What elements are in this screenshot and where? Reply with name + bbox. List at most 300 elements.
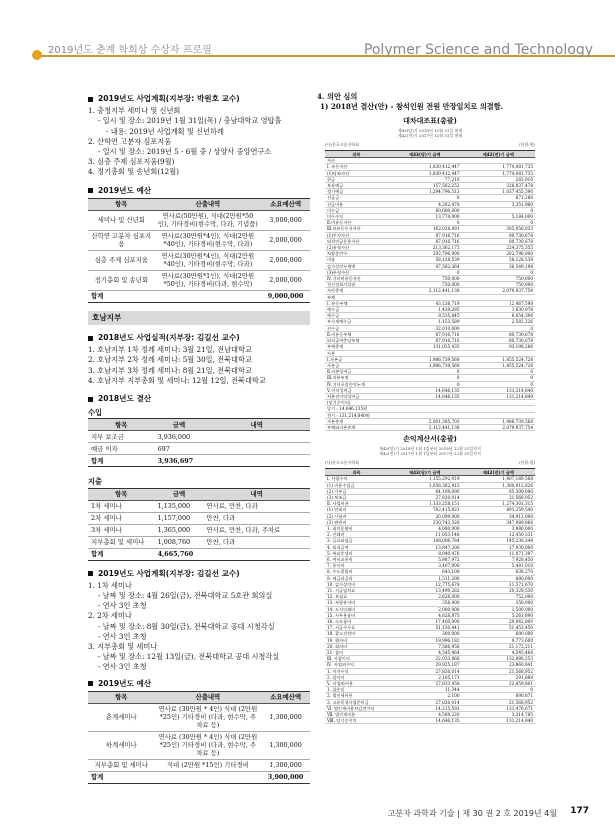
- balance-table: [325, 150, 535, 431]
- cell-current: 213,362,175: [388, 245, 462, 251]
- cell-current: 1,439,285: [388, 307, 462, 313]
- cell-previous: 1,855,524,728: [462, 356, 536, 362]
- cell-previous: 890,871: [462, 693, 536, 699]
- cell-account: Ⅳ.기타포괄손익누계: [325, 381, 388, 387]
- cell-previous: 11,571,670: [462, 581, 536, 587]
- bullet-square-icon: [88, 188, 93, 193]
- cell-account: 자산: [325, 158, 388, 164]
- cell-previous: 1,774,081,735: [462, 170, 536, 176]
- cell-previous: 3,986,000: [462, 525, 536, 531]
- income-table: [88, 418, 310, 467]
- cell-current: 358,000: [388, 600, 462, 606]
- cell-previous: 0: [462, 220, 536, 226]
- cell-current: 3,407,000: [388, 563, 462, 569]
- cell-amount: 1,300,000: [261, 731, 310, 759]
- cell-current: 47,562,364: [388, 263, 462, 269]
- cell-previous: 132,888,253: [462, 656, 536, 662]
- cell-account: Ⅵ. 법인세비용차감전이익: [325, 705, 388, 711]
- cell-previous: 5,261,890: [462, 612, 536, 618]
- bullet-square-icon: [88, 681, 93, 686]
- list-item: - 날짜 및 장소: 8월 30일(금), 전북대학교 공대 시청각실: [98, 621, 275, 631]
- cell-previous: 131,476,671: [462, 705, 536, 711]
- cell-current: 11,053,148: [388, 532, 462, 538]
- cell-account: (1)투자자산: [325, 232, 388, 238]
- col-header: 과목: [325, 151, 388, 158]
- col-header: 항목: [88, 488, 155, 500]
- cell-account: Ⅰ. 유동자산: [325, 164, 388, 170]
- cell-detail: 만찬, 다과: [203, 512, 310, 524]
- cell-account: 20. 회의비: [325, 643, 388, 649]
- cell-account: 선수금: [325, 325, 388, 331]
- cell-account: 자본금: [325, 362, 388, 368]
- cell-item: 2차 세미나: [88, 512, 155, 524]
- cell-amount: 697: [155, 443, 204, 455]
- cell-current: 4,000,000: [388, 525, 462, 531]
- cell-account: 3. 고유목적사업준비금: [325, 699, 388, 705]
- cell-account: (3) 판관비: [325, 519, 388, 525]
- cell-previous: 5,481,010: [462, 563, 536, 569]
- cell-detail: 연사료 (30만원 * 4인) 식대 (2만원 *25인) 기타경비 (다과, 현수막, 주차료 등): [155, 703, 262, 731]
- list-item: 1. 1차 세미나: [88, 580, 132, 590]
- cell-previous: 85,309,090: [462, 488, 536, 494]
- cell-previous: 358,000: [462, 600, 536, 606]
- cell-account: 1. 잡손실: [325, 687, 388, 693]
- list-item: 3. 지부총회 및 세미나: [88, 642, 158, 652]
- cell-detail: 연사료, 만찬, 다과: [203, 500, 310, 512]
- cell-total-label: 합계: [88, 290, 155, 302]
- cell-previous: 0: [462, 207, 536, 213]
- cell-account: 10. 감가상각비: [325, 581, 388, 587]
- cell-account: (2)유형자산: [325, 245, 388, 251]
- cell-previous: 20,942,800: [462, 619, 536, 625]
- header-dot-icon: [32, 50, 42, 60]
- cell-account: Ⅳ. 사업외수익: [325, 662, 388, 668]
- cell-previous: 0: [462, 325, 536, 331]
- cell-previous: 1,037,455,390: [462, 189, 536, 195]
- cell-account: 4. 퇴직급여: [325, 544, 388, 550]
- cell-current: 2,105,173: [388, 674, 462, 680]
- cell-current: 2,112,441,138: [388, 288, 462, 294]
- table-row: [88, 443, 310, 455]
- cell-account: Ⅰ. 유동부채: [325, 300, 388, 306]
- cell-account: 2. 잡이익: [325, 674, 388, 680]
- cell-account: 미수수익: [325, 214, 388, 220]
- cell-previous: 0: [462, 269, 536, 275]
- col-header: 산출내역: [155, 691, 262, 703]
- cell-current: 4,262,470: [388, 201, 462, 207]
- cell-current: 32,010,000: [388, 325, 462, 331]
- section-plan-2019: 2019년도 사업계획(지부장: 박원호 교수): [88, 94, 310, 104]
- cell-previous: 131,214,840: [462, 718, 536, 724]
- cell-item: 하계세미나: [88, 731, 155, 759]
- cell-current: 87,916,716: [388, 331, 462, 337]
- cell-item: 예금 이자: [88, 443, 155, 455]
- journal-info: 고분자 과학과 기술 | 제 30 권 2 호 2019년 4월: [387, 809, 557, 818]
- cell-current: 12,775,678: [388, 581, 462, 587]
- cell-current: 162,028,891: [388, 226, 462, 232]
- cell-current: 1,155,292,019: [388, 476, 462, 482]
- total-row: [88, 548, 310, 560]
- cell-account: 현금: [325, 176, 388, 182]
- header-right-title: Polymer Science and Technology: [363, 42, 593, 58]
- cell-item: 심층 주제 심포지움: [88, 250, 155, 270]
- cell-current: 4,569,220: [388, 712, 462, 718]
- cell-current: 1,830,412,447: [388, 164, 462, 170]
- col-header: 항목: [88, 691, 155, 703]
- table-row: [325, 718, 535, 724]
- cell-previous: 1,407,189,568: [462, 476, 536, 482]
- cell-account: (1) 비용수입금: [325, 482, 388, 488]
- cell-item: 산학연 고분자 심포지움: [88, 230, 155, 250]
- cell-account: 당기 : 14,646,135원: [325, 406, 388, 412]
- list-item: 2. 산학연 고분자 심포지움: [88, 136, 172, 146]
- list-item: 2. 호남지부 2차 정례 세미나: 5월 30일, 전북대학교: [88, 355, 252, 365]
- col-header: 과목: [325, 469, 388, 476]
- cell-current: 157,562,252: [388, 183, 462, 189]
- cell-previous: 891,259,540: [462, 507, 536, 513]
- cell-account: Ⅲ.비유동투자자산: [325, 226, 388, 232]
- bullet-square-icon: [88, 97, 93, 102]
- cell-previous: 6,054,394: [462, 313, 536, 319]
- cell-current: 7,586,958: [388, 643, 462, 649]
- cell-previous: 1,774,081,735: [462, 164, 536, 170]
- cell-current: 148,006,784: [388, 538, 462, 544]
- cell-previous: 7,928,450: [462, 556, 536, 562]
- cell-amount: 1,135,000: [155, 500, 204, 512]
- cell-account: 2. 인쇄비: [325, 532, 388, 538]
- cell-detail: 연사료(30만원*4인), 식대(2만원*40인), 기타경비(현수막, 다과): [155, 250, 262, 270]
- cell-previous: 12,450,331: [462, 532, 536, 538]
- cell-account: 16. 소모품비: [325, 619, 388, 625]
- cell-amount: 3,936,000: [155, 431, 204, 443]
- page-header: [0, 0, 615, 80]
- cell-previous: 21,568,952: [462, 494, 536, 500]
- agenda-title: 4. 의안 심의: [317, 92, 358, 101]
- budget-2019b-table: [88, 691, 310, 784]
- bullet-square-icon: [88, 397, 93, 402]
- col-header: 제43(당)기 금액: [388, 151, 462, 158]
- cell-current: 2,100: [388, 693, 462, 699]
- cell-previous: 11,071,397: [462, 550, 536, 556]
- cell-current: 17,400,000: [388, 619, 462, 625]
- table-row: [88, 512, 310, 524]
- col-header: 항목: [88, 419, 155, 431]
- cell-previous: 671,280: [462, 195, 536, 201]
- col-header: 항목: [88, 198, 155, 210]
- cell-previous: 22,459,801: [462, 681, 536, 687]
- cell-current: 13,847,200: [388, 544, 462, 550]
- cell-previous: 20,329,530: [462, 588, 536, 594]
- cell-previous: 21,568,952: [462, 668, 536, 674]
- table-row: [325, 424, 535, 430]
- report-2018-list: [88, 345, 310, 386]
- cell-current: 2,001,385,703: [388, 418, 462, 424]
- cell-total: 9,000,000: [261, 290, 310, 302]
- cell-previous: 0: [462, 369, 536, 375]
- list-item: - 연사 3인 초청: [98, 601, 147, 611]
- income-statement-table: [325, 468, 535, 724]
- cell-account: 21. 잡비: [325, 650, 388, 656]
- cell-current: 1,294,796,513: [388, 189, 462, 195]
- cell-account: Ⅴ. 사업외비용: [325, 681, 388, 687]
- cell-account: 8. 수도광열비: [325, 569, 388, 575]
- cell-account: (2) 시험비: [325, 513, 388, 519]
- cell-account: 3. 급료와임금: [325, 538, 388, 544]
- balance-sheet-period-prev: 제42(전)기 2017년 12월 31일 현재: [397, 133, 463, 138]
- balance-sheet-period: 제43(당)기 2018년 12월 31일 현재: [397, 128, 463, 133]
- cell-current: 0: [388, 220, 462, 226]
- table-row: [88, 536, 310, 548]
- col-header: 금액: [155, 488, 204, 500]
- unit-label: (단위:원): [518, 142, 535, 147]
- cell-account: 11. 지급임차료: [325, 588, 388, 594]
- cell-current: 330,743,328: [388, 519, 462, 525]
- col-header: 제42(전)기 금액: [462, 151, 536, 158]
- cell-previous: 291,889: [462, 674, 536, 680]
- cell-account: Ⅰ.자본금: [325, 356, 388, 362]
- cell-previous: 750,000: [462, 276, 536, 282]
- cell-account: Ⅲ.자본조정: [325, 375, 388, 381]
- table-row: [88, 500, 310, 512]
- cell-current: 51,130,441: [388, 625, 462, 631]
- cell-previous: 750,000: [462, 282, 536, 288]
- cell-account: 18. 광고선전비: [325, 631, 388, 637]
- cell-account: Ⅱ.비유동부채: [325, 331, 388, 337]
- cell-previous: 1,300,912,826: [462, 482, 536, 488]
- cell-account: Ⅶ. 법인세비용: [325, 712, 388, 718]
- cell-detail: 연사료(30만원*4인), 식대(2만원*40인), 기타경비(현수막, 다과): [155, 230, 262, 250]
- cell-account: 부가세예수금: [325, 319, 388, 325]
- cell-account: (1) 연회비: [325, 507, 388, 513]
- cell-item: 3차 세미나: [88, 524, 155, 536]
- cell-previous: 1,855,524,728: [462, 362, 536, 368]
- cell-previous: 131,214,840: [462, 387, 536, 393]
- income-label: 수입: [88, 408, 102, 418]
- cell-current: 0: [388, 381, 462, 387]
- cell-current: 8,535,845: [388, 313, 462, 319]
- section-plan-2019b: 2019년도 사업계획(지부장: 김길선 교수): [88, 569, 310, 579]
- cell-current: 19,996,182: [388, 637, 462, 643]
- cell-account: Ⅷ. 당기순이익: [325, 718, 388, 724]
- cell-amount: 3,000,000: [261, 210, 310, 230]
- col-header: 제43(당)기 금액: [388, 469, 462, 476]
- cell-previous: 0: [462, 381, 536, 387]
- cell-account: 9. 세금과공과: [325, 575, 388, 581]
- cell-previous: 0: [462, 375, 536, 381]
- bullet-square-icon: [88, 571, 93, 576]
- cell-account: Ⅱ.비유동자산: [325, 220, 388, 226]
- cell-empty: [203, 548, 310, 560]
- cell-current: 87,916,716: [388, 232, 462, 238]
- table-row: [88, 431, 310, 443]
- cell-account: (3)무형자산: [325, 269, 388, 275]
- section-budget-2019b: 2019년도 예산: [88, 679, 310, 689]
- cell-current: 87,916,716: [388, 238, 462, 244]
- cell-detail: 만찬, 다과: [203, 536, 310, 548]
- cell-account: 정기예금: [325, 189, 388, 195]
- cell-current: 58,128,539: [388, 257, 462, 263]
- cell-item: 세미나 및 신년회: [88, 210, 155, 230]
- cell-previous: 145,230,344: [462, 538, 536, 544]
- list-item: 1. 호남지부 1차 정례 세미나: 3월 21일, 전남대학교: [88, 345, 252, 355]
- cell-previous: 21,172,211: [462, 643, 536, 649]
- income-statement-period: 제43(당)기 2018년 1월 1일부터 2018년 12월 31일까지: [379, 446, 481, 452]
- cell-current: 87,916,716: [388, 338, 462, 344]
- cell-previous: 36,549,198: [462, 263, 536, 269]
- list-item: - 일시 및 장소: 2019년 5 - 6월 중 / 상양사 중앙연구소: [98, 147, 272, 157]
- cell-current: 14,646,135: [388, 393, 462, 399]
- budget-2019-table: [88, 198, 310, 303]
- total-row: [88, 455, 310, 467]
- cell-current: 60,000,000: [388, 207, 462, 213]
- cell-item: 지부총회 및 세미나: [88, 759, 155, 771]
- cell-previous: 2,079,937,754: [462, 288, 536, 294]
- cell-current: 4,545,464: [388, 650, 462, 656]
- cell-empty: [203, 455, 310, 467]
- plan-2019-list: [88, 106, 310, 177]
- cell-current: 0: [388, 375, 462, 381]
- section-settle-2018: 2018년도 결산: [88, 394, 310, 404]
- cell-current: 1,133,258,151: [388, 501, 462, 507]
- list-item: 1. 충청지부 세미나 및 신년회: [88, 106, 181, 116]
- cell-current: 1,058,362,915: [388, 482, 462, 488]
- income-statement-title: 손익계산서(총괄): [403, 435, 457, 444]
- cell-total: 3,900,000: [261, 771, 310, 783]
- cell-account: Ⅱ. 사업비용: [325, 501, 388, 507]
- cell-amount: 1,365,000: [155, 524, 204, 536]
- cell-amount: 1,157,000: [155, 512, 204, 524]
- col-header: 소요예산액: [261, 198, 310, 210]
- cell-total: 3,936,697: [155, 455, 204, 467]
- cell-previous: 34,912,000: [462, 513, 536, 519]
- cell-account: 2. 법인세비용: [325, 693, 388, 699]
- cell-current: 8,940,476: [388, 550, 462, 556]
- cell-account: 14. 도서인쇄비: [325, 606, 388, 612]
- table-row: [88, 270, 310, 290]
- cell-previous: 17,930,000: [462, 544, 536, 550]
- cell-detail: 연사료(30만원*1인), 식대(2만원*50인), 기타경비(다과, 현수막): [155, 270, 262, 290]
- unit-label: (단위:원): [518, 460, 535, 466]
- cell-item: 1차 세미나: [88, 500, 155, 512]
- cell-account: 19. 행사비: [325, 637, 388, 643]
- cell-current: 27,820,014: [388, 699, 462, 705]
- cell-amount: 1,008,760: [155, 536, 204, 548]
- cell-previous: 5,184,000: [462, 214, 536, 220]
- cell-previous: 93,198,286: [462, 344, 536, 350]
- cell-previous: 4,545,464: [462, 650, 536, 656]
- cell-current: 2,112,441,138: [388, 424, 462, 430]
- cell-account: 보통예금: [325, 183, 388, 189]
- cell-current: 27,820,014: [388, 494, 462, 500]
- cell-account: 자본: [325, 350, 388, 356]
- cell-account: 전신전화가입권: [325, 282, 388, 288]
- cell-previous: 1,274,301,315: [462, 501, 536, 507]
- cell-detail: 연사료(50만원), 식대(2만원*50인), 기타경비(현수막, 다과, 기념품): [155, 210, 262, 230]
- cell-amount: 1,300,000: [261, 703, 310, 731]
- cell-current: 13,499,282: [388, 588, 462, 594]
- cell-current: 14,215,593: [388, 705, 462, 711]
- page-footer: [0, 800, 615, 830]
- cell-account: 전기 : 131,214,840원: [325, 412, 388, 418]
- cell-total-label: 합계: [88, 455, 155, 467]
- balance-sheet: [325, 116, 535, 431]
- cell-account: 6. 여비교통비: [325, 556, 388, 562]
- cell-current: 64,109,090: [388, 488, 462, 494]
- cell-item: 지부총회 및 세미나: [88, 536, 155, 548]
- cell-previous: 0: [462, 687, 536, 693]
- cell-account: 처분전이익잉여금: [325, 393, 388, 399]
- cell-account: 17. 지급수수료: [325, 625, 388, 631]
- cell-account: 부채와자본총계: [325, 424, 388, 430]
- cell-account: 퇴직급여충당부채: [325, 338, 388, 344]
- expense-label: 지출: [88, 477, 102, 487]
- cell-account: 선급비용: [325, 201, 388, 207]
- list-item: 2. 2차 세미나: [88, 611, 132, 621]
- cell-previous: 1,630,978: [462, 307, 536, 313]
- cell-account: 선급금: [325, 195, 388, 201]
- cell-current: 13,774,000: [388, 214, 462, 220]
- page-number: 177: [570, 806, 589, 816]
- cell-account: 차량운반구: [325, 251, 388, 257]
- cell-current: 1,311,290: [388, 575, 462, 581]
- cell-previous: 638,270: [462, 569, 536, 575]
- balance-sheet-title: 대차대조표(총괄): [403, 117, 457, 125]
- cell-amount: 1,300,000: [261, 759, 310, 771]
- agenda-line: 1) 2018년 결산(안) - 참석인원 전원 만장일치로 의결함.: [320, 102, 504, 111]
- cell-total-label: 합계: [88, 771, 155, 783]
- cell-current: 643,100: [388, 569, 462, 575]
- cell-current: 750,000: [388, 276, 462, 282]
- cell-account: (당기순이익): [325, 400, 388, 406]
- cell-previous: 202,796,000: [462, 251, 536, 257]
- cell-amount: 2,000,000: [261, 230, 310, 250]
- cell-current: 202,796,000: [388, 251, 462, 257]
- cell-previous: 3,351,960: [462, 201, 536, 207]
- cell-detail: 연사료 (30만원 * 4인) 식대 (2만원 *25인) 기타경비 (다과, 현수막, 주차료 등): [155, 731, 262, 759]
- cell-previous: 12,467,598: [462, 300, 536, 306]
- cell-previous: 80,730,678: [462, 338, 536, 344]
- cell-previous: 80,730,678: [462, 232, 536, 238]
- cell-current: 29,925,187: [388, 662, 462, 668]
- right-column: [317, 92, 545, 724]
- cell-empty: [155, 771, 262, 783]
- cell-current: 27,820,014: [388, 668, 462, 674]
- income-statement: [325, 434, 535, 724]
- cell-current: 1,153,589: [388, 319, 462, 325]
- cell-previous: 51,452,450: [462, 625, 536, 631]
- bullet-square-icon: [88, 336, 93, 341]
- col-header: 내역: [203, 488, 310, 500]
- region-honam: 호남지부: [88, 311, 310, 325]
- cell-previous: 752,000: [462, 594, 536, 600]
- cell-previous: 224,375,355: [462, 245, 536, 251]
- cell-account: 13. 차량유지비: [325, 600, 388, 606]
- cell-current: 4,828,875: [388, 612, 462, 618]
- cell-account: 감가상각누계액: [325, 263, 388, 269]
- cell-current: 131,055,435: [388, 344, 462, 350]
- col-header: 산출내역: [155, 198, 262, 210]
- cell-total-label: 합계: [88, 548, 155, 560]
- cell-current: 0: [388, 269, 462, 275]
- col-header: 제42(전)기 금액: [462, 469, 536, 476]
- cell-current: 0: [388, 195, 462, 201]
- cell-detail: [203, 431, 310, 443]
- income-statement-period-prev: 제42(전)기 2017년 1월 1일부터 2017년 12월 31일까지: [379, 451, 481, 457]
- cell-current: 5,987,972: [388, 556, 462, 562]
- section-report-2018: 2018년도 사업실적(지부장: 김길선 교수): [88, 333, 310, 343]
- cell-empty: [155, 290, 262, 302]
- list-item: 4. 정기총회 및 송년회(12월): [88, 167, 179, 177]
